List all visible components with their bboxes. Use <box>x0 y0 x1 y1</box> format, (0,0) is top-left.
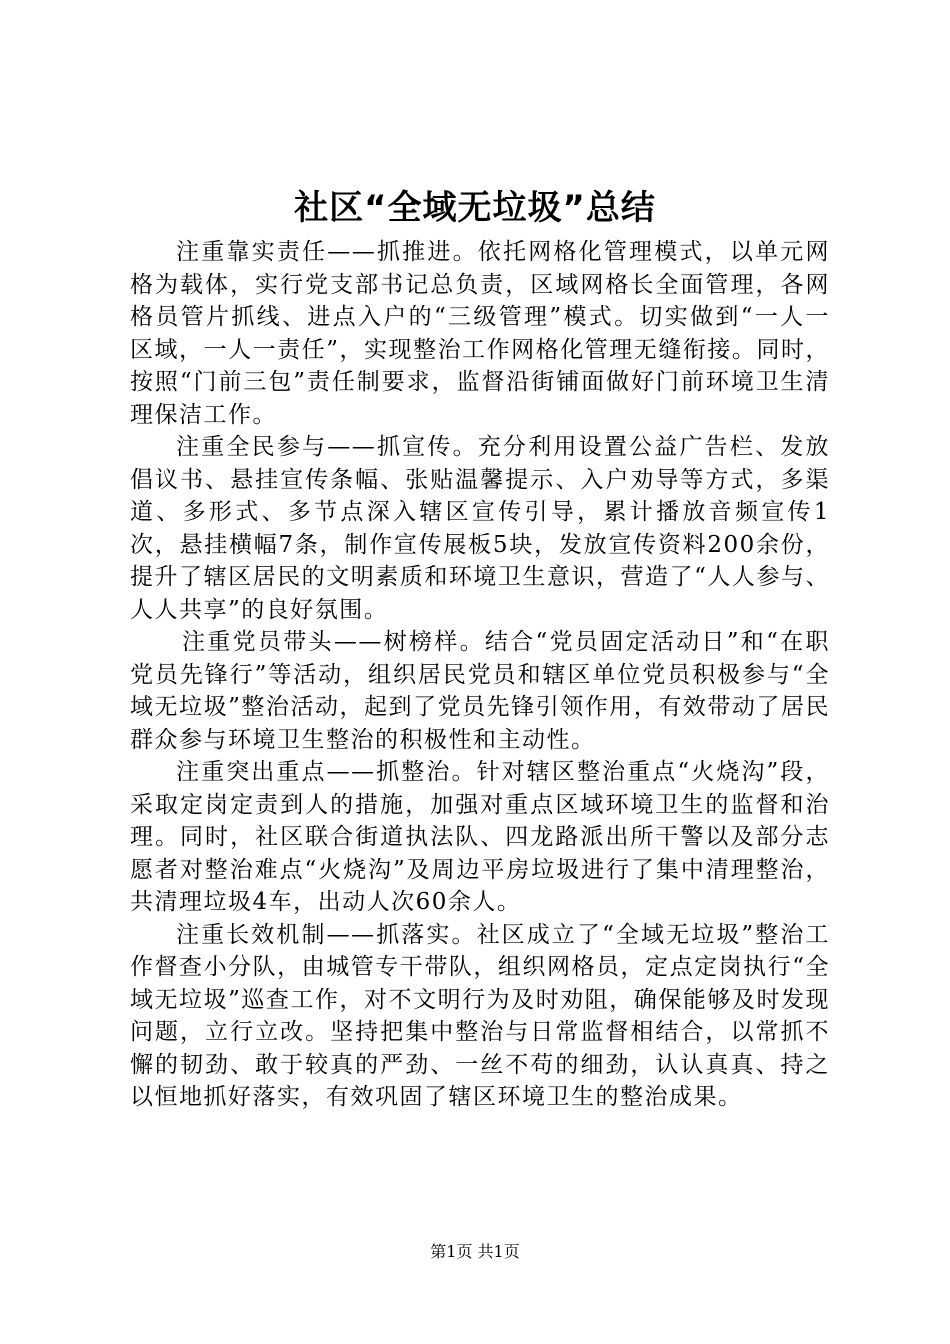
page-number-footer: 第1页 共1页 <box>430 1242 520 1261</box>
paragraph-publicity: 注重全民参与——抓宣传。充分利用设置公益广告栏、发放倡议书、悬挂宣传条幅、张贴温馨提示、入户劝导等方式，多渠道、多形式、多节点深入辖区宣传引导，累计播放音频宣传1次，悬挂横幅7条，制作宣传展板5块，发放宣传资料200余份，提升了辖区居民的文明素质和环境卫生意识，营造了“人人参与、人人共享”的良好氛围。 <box>130 434 830 623</box>
paragraph-responsibility: 注重靠实责任——抓推进。依托网格化管理模式，以单元网格为载体，实行党支部书记总负责，区域网格长全面管理，各网格员管片抓线、进点入户的“三级管理”模式。切实做到“一人一区域，一人一责任”，实现整治工作网格化管理无缝衔接。同时，按照“门前三包”责任制要求，监督沿街铺面做好门前环境卫生清理保洁工作。 <box>130 239 830 428</box>
document-body <box>130 236 830 1114</box>
paragraph-party-members: 注重党员带头——树榜样。结合“党员固定活动日”和“在职党员先锋行”等活动，组织居民党员和辖区单位党员积极参与“全域无垃圾”整治活动，起到了党员先锋引领作用，有效带动了居民群众参与环境卫生整治的积极性和主动性。 <box>130 629 830 753</box>
document-title: 社区“全域无垃圾”总结 <box>294 188 656 228</box>
paragraph-long-term-mechanism: 注重长效机制——抓落实。社区成立了“全域无垃圾”整治工作督查小分队，由城管专干带队，组织网格员，定点定岗执行“全域无垃圾”巡查工作，对不文明行为及时劝阻，确保能够及时发现问题，立行立改。坚持把集中整治与日常监督相结合，以常抓不懈的韧劲、敢于较真的严劲、一丝不苟的细劲，认认真真、持之以恒地抓好落实，有效巩固了辖区环境卫生的整治成果。 <box>130 921 830 1110</box>
paragraph-key-areas: 注重突出重点——抓整治。针对辖区整治重点“火烧沟”段，采取定岗定责到人的措施，加强对重点区域环境卫生的监督和治理。同时，社区联合街道执法队、四龙路派出所干警以及部分志愿者对整治难点“火烧沟”及周边平房垃圾进行了集中清理整治，共清理垃圾4车，出动人次60余人。 <box>130 759 830 915</box>
